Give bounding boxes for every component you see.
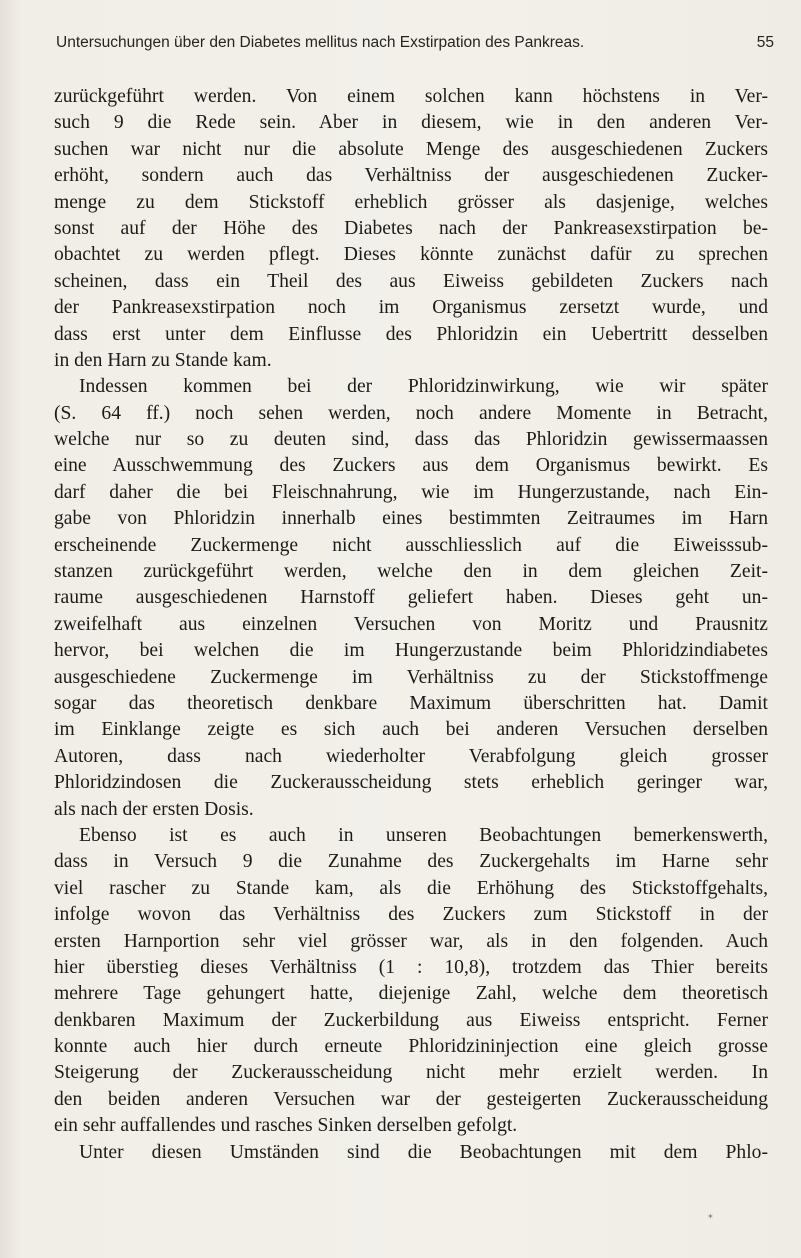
text-line: Autoren, dass nach wiederholter Verabfolgung gleich grosser — [54, 745, 768, 767]
text-line: der Pankreasexstirpation noch im Organismus zersetzt wurde, und — [54, 297, 768, 319]
page-number: 55 — [756, 34, 774, 51]
text-line: zurückgeführt werden. Von einem solchen kann höchstens in Ver- — [54, 86, 768, 107]
text-line: erhöht, sondern auch das Verhältniss der ausgeschiedenen Zucker- — [54, 165, 768, 187]
text-line: denkbaren Maximum der Zuckerbildung aus Eiweiss entspricht. Ferner — [54, 1009, 768, 1031]
text-line: viel rascher zu Stande kam, als die Erhöhung des Stickstoffgehalts, — [54, 877, 768, 899]
text-line: hervor, bei welchen die im Hungerzustande beim Phloridzindiabetes — [54, 640, 768, 662]
text-line: dass in Versuch 9 die Zunahme des Zuckergehalts im Harne sehr — [54, 851, 768, 873]
text-line: sogar das theoretisch denkbare Maximum überschritten hat. Damit — [54, 692, 768, 714]
body-text — [54, 84, 768, 1166]
text-line: zweifelhaft aus einzelnen Versuchen von Moritz und Prausnitz — [54, 613, 768, 635]
text-line: Steigerung der Zuckerausscheidung nicht mehr erzielt werden. In — [54, 1062, 768, 1084]
text-line: Phloridzindosen die Zuckerausscheidung stets erheblich geringer war, — [54, 772, 768, 794]
text-line-paragraph-start: Indessen kommen bei der Phloridzinwirkung, wie wir später — [79, 376, 768, 398]
text-line: suchen war nicht nur die absolute Menge des ausgeschiedenen Zuckers — [54, 138, 768, 160]
text-line: obachtet zu werden pflegt. Dieses könnte zunächst dafür zu sprechen — [54, 244, 768, 266]
text-line: dass erst unter dem Einflusse des Phloridzin ein Uebertritt desselben — [54, 323, 768, 345]
text-line: gabe von Phloridzin innerhalb eines bestimmten Zeitraumes im Harn — [54, 508, 768, 530]
text-line-paragraph-end: ein sehr auffallendes und rasches Sinken derselben gefolgt. — [54, 1115, 518, 1137]
text-line: raume ausgeschiedenen Harnstoff geliefert haben. Dieses geht un- — [54, 587, 768, 609]
text-line: menge zu dem Stickstoff erheblich grösser als dasjenige, welches — [54, 191, 768, 213]
text-line: scheinen, dass ein Theil des aus Eiweiss gebildeten Zuckers nach — [54, 270, 768, 292]
text-line: ausgeschiedene Zuckermenge im Verhältniss zu der Stickstoffmenge — [54, 666, 768, 688]
text-line: ersten Harnportion sehr viel grösser war, als in den folgenden. Auch — [54, 930, 768, 952]
running-title: Untersuchungen über den Diabetes mellitus nach Exstirpation des Pankreas. — [56, 34, 585, 51]
text-line: den beiden anderen Versuchen war der gesteigerten Zuckerausscheidung — [54, 1088, 768, 1110]
text-line-paragraph-start: Ebenso ist es auch in unseren Beobachtungen bemerkenswerth, — [79, 824, 768, 846]
text-line: stanzen zurückgeführt werden, welche den in dem gleichen Zeit- — [54, 561, 768, 583]
text-line: eine Ausschwemmung des Zuckers aus dem Organismus bewirkt. Es — [54, 455, 768, 477]
text-line-paragraph-end: in den Harn zu Stande kam. — [54, 349, 272, 371]
print-mark-icon: ✶ — [707, 1212, 714, 1221]
text-line: such 9 die Rede sein. Aber in diesem, wie in den anderen Ver- — [54, 112, 768, 134]
text-line: hier überstieg dieses Verhältniss (1 : 10,8), trotzdem das Thier bereits — [54, 956, 768, 978]
text-line: mehrere Tage gehungert hatte, diejenige Zahl, welche dem theoretisch — [54, 983, 768, 1005]
running-head — [56, 34, 774, 60]
text-line: darf daher die bei Fleischnahrung, wie im Hungerzustande, nach Ein- — [54, 481, 768, 503]
text-line-paragraph-start: Unter diesen Umständen sind die Beobachtungen mit dem Phlo- — [79, 1141, 768, 1163]
text-line: konnte auch hier durch erneute Phloridzininjection eine gleich grosse — [54, 1036, 768, 1058]
text-line: infolge wovon das Verhältniss des Zuckers zum Stickstoff in der — [54, 904, 768, 926]
text-line-paragraph-end: als nach der ersten Dosis. — [54, 798, 254, 820]
text-line: (S. 64 ff.) noch sehen werden, noch andere Momente in Betracht, — [54, 402, 768, 424]
text-line: welche nur so zu deuten sind, dass das Phloridzin gewissermaassen — [54, 429, 768, 451]
text-line: sonst auf der Höhe des Diabetes nach der Pankreasexstirpation be- — [54, 217, 768, 239]
text-line: im Einklange zeigte es sich auch bei anderen Versuchen derselben — [54, 719, 768, 741]
text-line: erscheinende Zuckermenge nicht ausschliesslich auf die Eiweisssub- — [54, 534, 768, 556]
